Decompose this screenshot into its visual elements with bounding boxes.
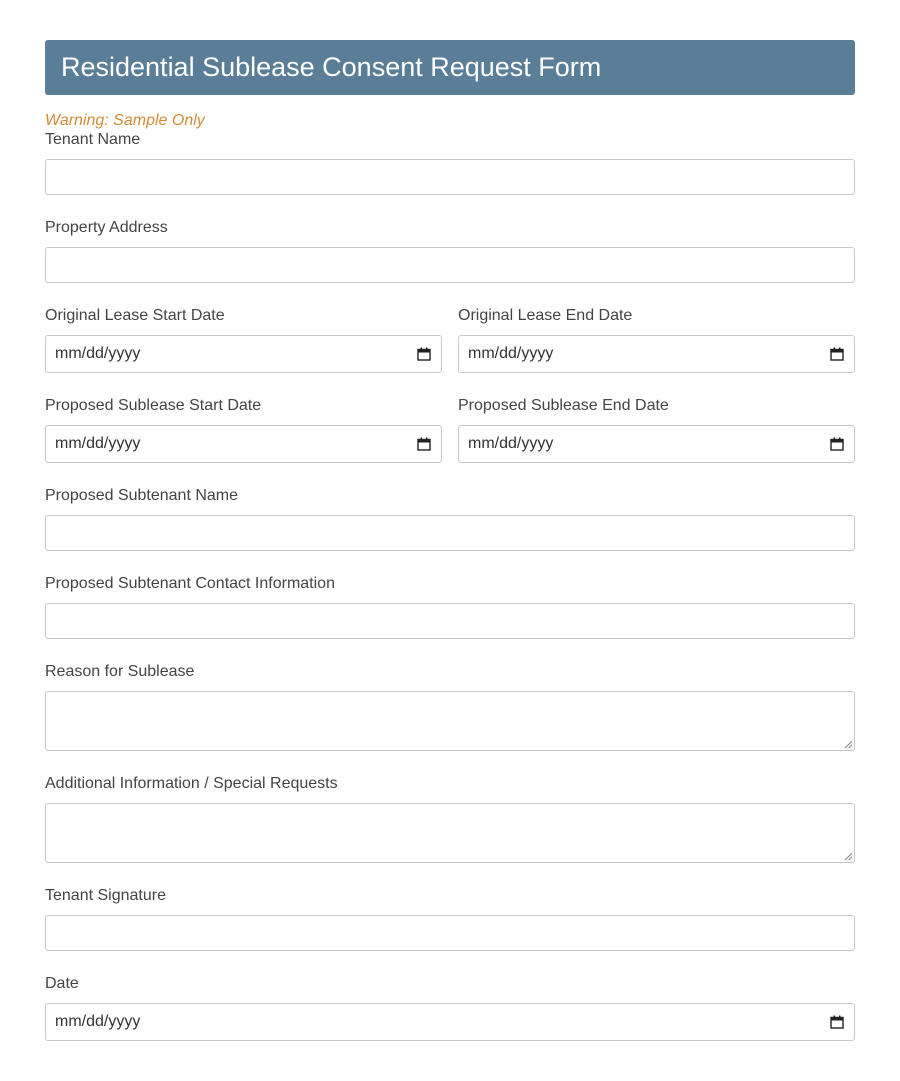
subtenant-contact-label: Proposed Subtenant Contact Information [45, 575, 335, 592]
sublease-end-label: Proposed Sublease End Date [458, 397, 669, 414]
date-input[interactable] [45, 1003, 855, 1041]
sublease-start-label: Proposed Sublease Start Date [45, 397, 262, 414]
tenant-name-label: Tenant Name [45, 131, 141, 148]
reason-label: Reason for Sublease [45, 663, 195, 680]
original-lease-start-label: Original Lease Start Date [45, 307, 225, 324]
date-placeholder: mm/dd/yyyy [55, 435, 141, 452]
subtenant-name-label: Proposed Subtenant Name [45, 487, 239, 504]
date-placeholder: mm/dd/yyyy [55, 345, 141, 362]
original-lease-end-label: Original Lease End Date [458, 307, 633, 324]
signature-input[interactable] [45, 915, 855, 951]
date-placeholder: mm/dd/yyyy [468, 435, 554, 452]
sublease-start-date-input[interactable] [45, 425, 442, 463]
date-placeholder: mm/dd/yyyy [55, 1013, 141, 1030]
warning-text: Warning: Sample Only [45, 112, 205, 129]
tenant-name-input[interactable] [45, 159, 855, 195]
subtenant-contact-input[interactable] [45, 603, 855, 639]
additional-info-label: Additional Information / Special Requests [45, 775, 338, 792]
property-address-label: Property Address [45, 219, 168, 236]
resize-grip-icon[interactable] [844, 852, 852, 860]
date-label: Date [45, 975, 79, 992]
original-lease-start-date-input[interactable] [45, 335, 442, 373]
calendar-icon[interactable] [417, 347, 431, 361]
additional-info-textarea[interactable] [45, 803, 855, 863]
property-address-input[interactable] [45, 247, 855, 283]
sublease-end-date-input[interactable] [458, 425, 855, 463]
original-lease-end-date-input[interactable] [458, 335, 855, 373]
calendar-icon[interactable] [830, 347, 844, 361]
calendar-icon[interactable] [830, 437, 844, 451]
subtenant-name-input[interactable] [45, 515, 855, 551]
form-title: Residential Sublease Consent Request Form [61, 52, 602, 82]
reason-textarea[interactable] [45, 691, 855, 751]
calendar-icon[interactable] [417, 437, 431, 451]
calendar-icon[interactable] [830, 1015, 844, 1029]
resize-grip-icon[interactable] [844, 740, 852, 748]
signature-label: Tenant Signature [45, 887, 166, 904]
date-placeholder: mm/dd/yyyy [468, 345, 554, 362]
form-header [45, 40, 855, 95]
